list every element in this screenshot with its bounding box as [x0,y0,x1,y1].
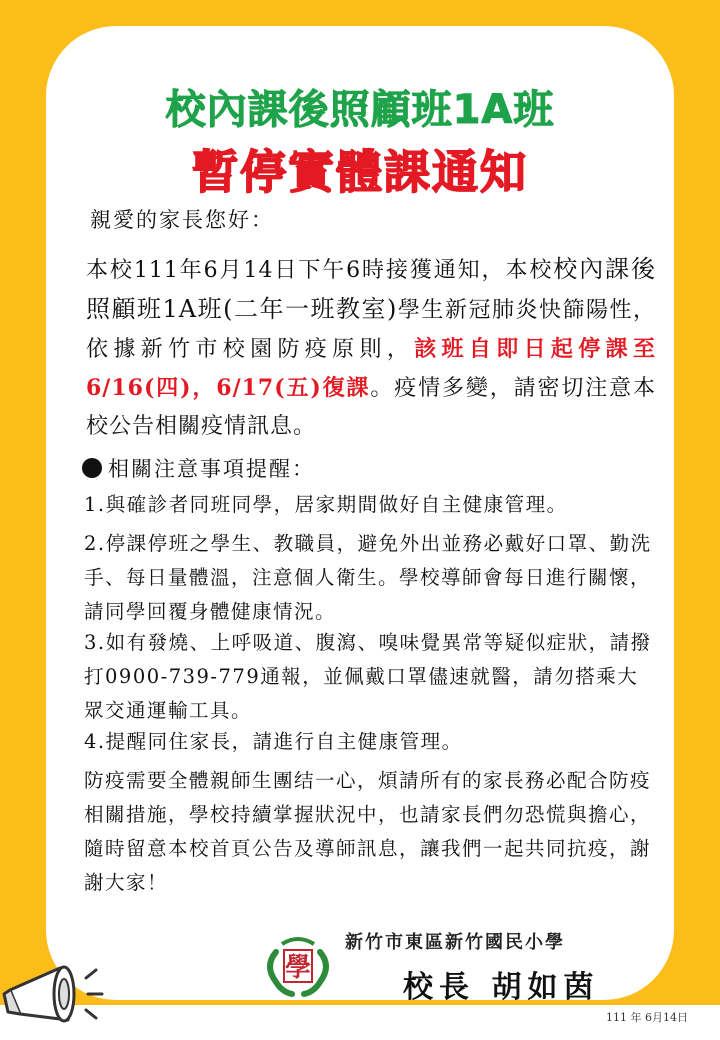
intro-part4: 。疫情多變，請密切注意本校公告相關疫情訊息。 [86,376,656,439]
suspension-period-highlight: 該班自即日起停課至6/16(四)，6/17(五)復課 [86,336,656,401]
bullet-icon [82,458,102,478]
school-logo-text: 學 [284,953,312,983]
notice-item-3: 3.如有發燒、上呼吸道、腹瀉、嗅味覺異常等疑似症狀，請撥打0900-739-779通報，並佩戴口罩儘速就醫，請勿搭乘大眾交通運輸工具。 [84,631,652,722]
school-logo-icon [262,930,334,1002]
title-class-name: 校內課後照顧班1A班 [165,87,555,133]
greeting: 親愛的家長您好： [90,208,274,232]
megaphone-icon [0,950,110,1040]
notice-date: 111 年 6月14日 [606,1011,688,1024]
principal-name: 校長 胡如茵 [403,970,600,1005]
notice-heading-text: 相關注意事項提醒： [108,457,315,481]
intro-part3: 學生新冠肺炎快篩陽性，依據新竹市校園防疫原則， [86,298,656,362]
intro-paragraph [86,250,656,446]
title-suspension-notice: 暫停實體課通知 [192,145,528,199]
notice-item-2: 2.停課停班之學生、教職員，避免外出並務必戴好口罩、勤洗手、每日量體溫，注意個人衛生。學校導師會每日進行關懷，請同學回覆身體健康情況。 [84,532,652,623]
closing-paragraph: 防疫需要全體親師生團结一心，煩請所有的家長務必配合防疫相關措施，學校持續掌握狀況中，也請家長們勿恐慌與擔心，隨時留意本校首頁公告及導師訊息，讓我們一起共同抗疫，謝謝大家！ [84,769,652,894]
intro-part1: 本校111年6月14日下午6時接獲通知，本校 [86,258,554,283]
school-name: 新竹市東區新竹國民小學 [345,932,565,953]
notice-heading [82,452,652,486]
notice-item-4: 4.提醒同住家長，請進行自主健康管理。 [84,730,463,753]
intro-class-location: 校內課後照顧班1A班(二年一班教室) [86,255,657,323]
notice-item-1: 1.與確診者同班同學，居家期間做好自主健康管理。 [84,493,568,516]
